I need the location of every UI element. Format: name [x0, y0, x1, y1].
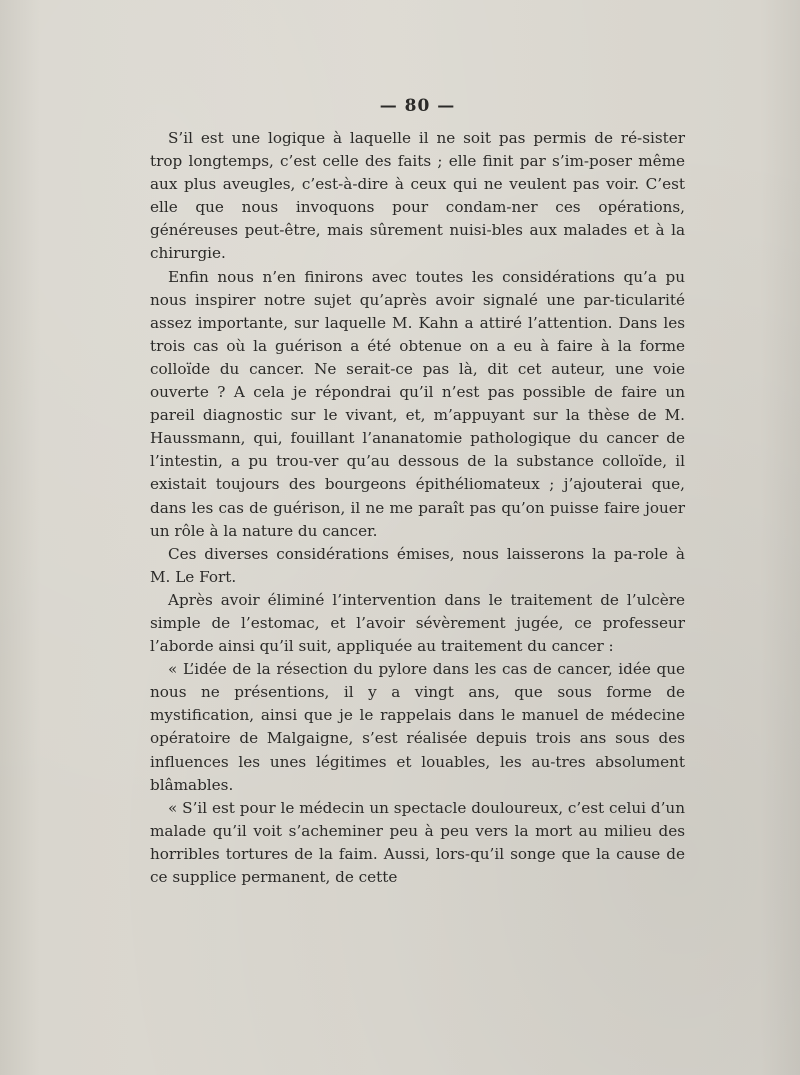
paragraph-colloid-cancer: Enfin nous n’en finirons avec toutes les considérations qu’a pu nous inspirer notre sujet qu’après avoir signalé une par-ticularité assez importante, sur laquelle M. Kahn a attiré l’attention. Dans les trois cas où la guérison a été obtenue on a eu à faire à la forme colloïde du cancer. Ne serait-ce pas là, dit cet auteur, une voie ouverte ? A cela je répondrai qu’il n’est pas possible de faire un pareil diagnostic sur le vivant, et, m’appuyant sur la thèse de M. Haussmann, qui, fouillant l’ananatomie pathologique du cancer de l’intestin, a pu trou-ver qu’au dessous de la substance colloïde, il existait toujours des bourgeons épithéliomateux ; j’ajouterai que, dans les cas de guérison, il ne me paraît pas qu’on puisse faire jouer un rôle à la nature du cancer. [150, 267, 685, 540]
text-block [150, 95, 685, 889]
paragraph-ulcer-treatment: Après avoir éliminé l’intervention dans le traitement de l’ulcère simple de l’estomac, et l’avoir sévèrement jugée, ce professeur l’aborde ainsi qu’il suit, appliquée au traitement du cancer : [150, 590, 685, 656]
paragraph-logic-of-facts: S’il est une logique à laquelle il ne soit pas permis de ré-sister trop longtemps, c’est celle des faits ; elle finit par s’im-poser même aux plus aveugles, c’est-à-dire à ceux qui ne veulent pas voir. C’est elle que nous invoquons pour condam-ner ces opérations, généreuses peut-être, mais sûrement nuisi-bles aux malades et à la chirurgie. [150, 129, 685, 263]
paragraph-le-fort-intro: Ces diverses considérations émises, nous laisserons la pa-role à M. Le Fort. [150, 544, 685, 586]
paragraph-painful-spectacle: « S’il est pour le médecin un spectacle douloureux, c’est celui d’un malade qu’il voit s’acheminer peu à peu vers la mort au milieu des horribles tortures de la faim. Aussi, lors-qu’il songe que la cause de ce supplice permanent, de cette [150, 798, 685, 886]
page-number: — 80 — [379, 96, 456, 116]
paragraph-pylorus-resection: « L’idée de la résection du pylore dans les cas de cancer, idée que nous ne présentions, il y a vingt ans, que sous forme de mystification, ainsi que je le rappelais dans le manuel de médecine opératoire de Malgaigne, s’est réalisée depuis trois ans sous des influences les unes légitimes et louables, les au-tres absolument blâmables. [150, 660, 685, 794]
